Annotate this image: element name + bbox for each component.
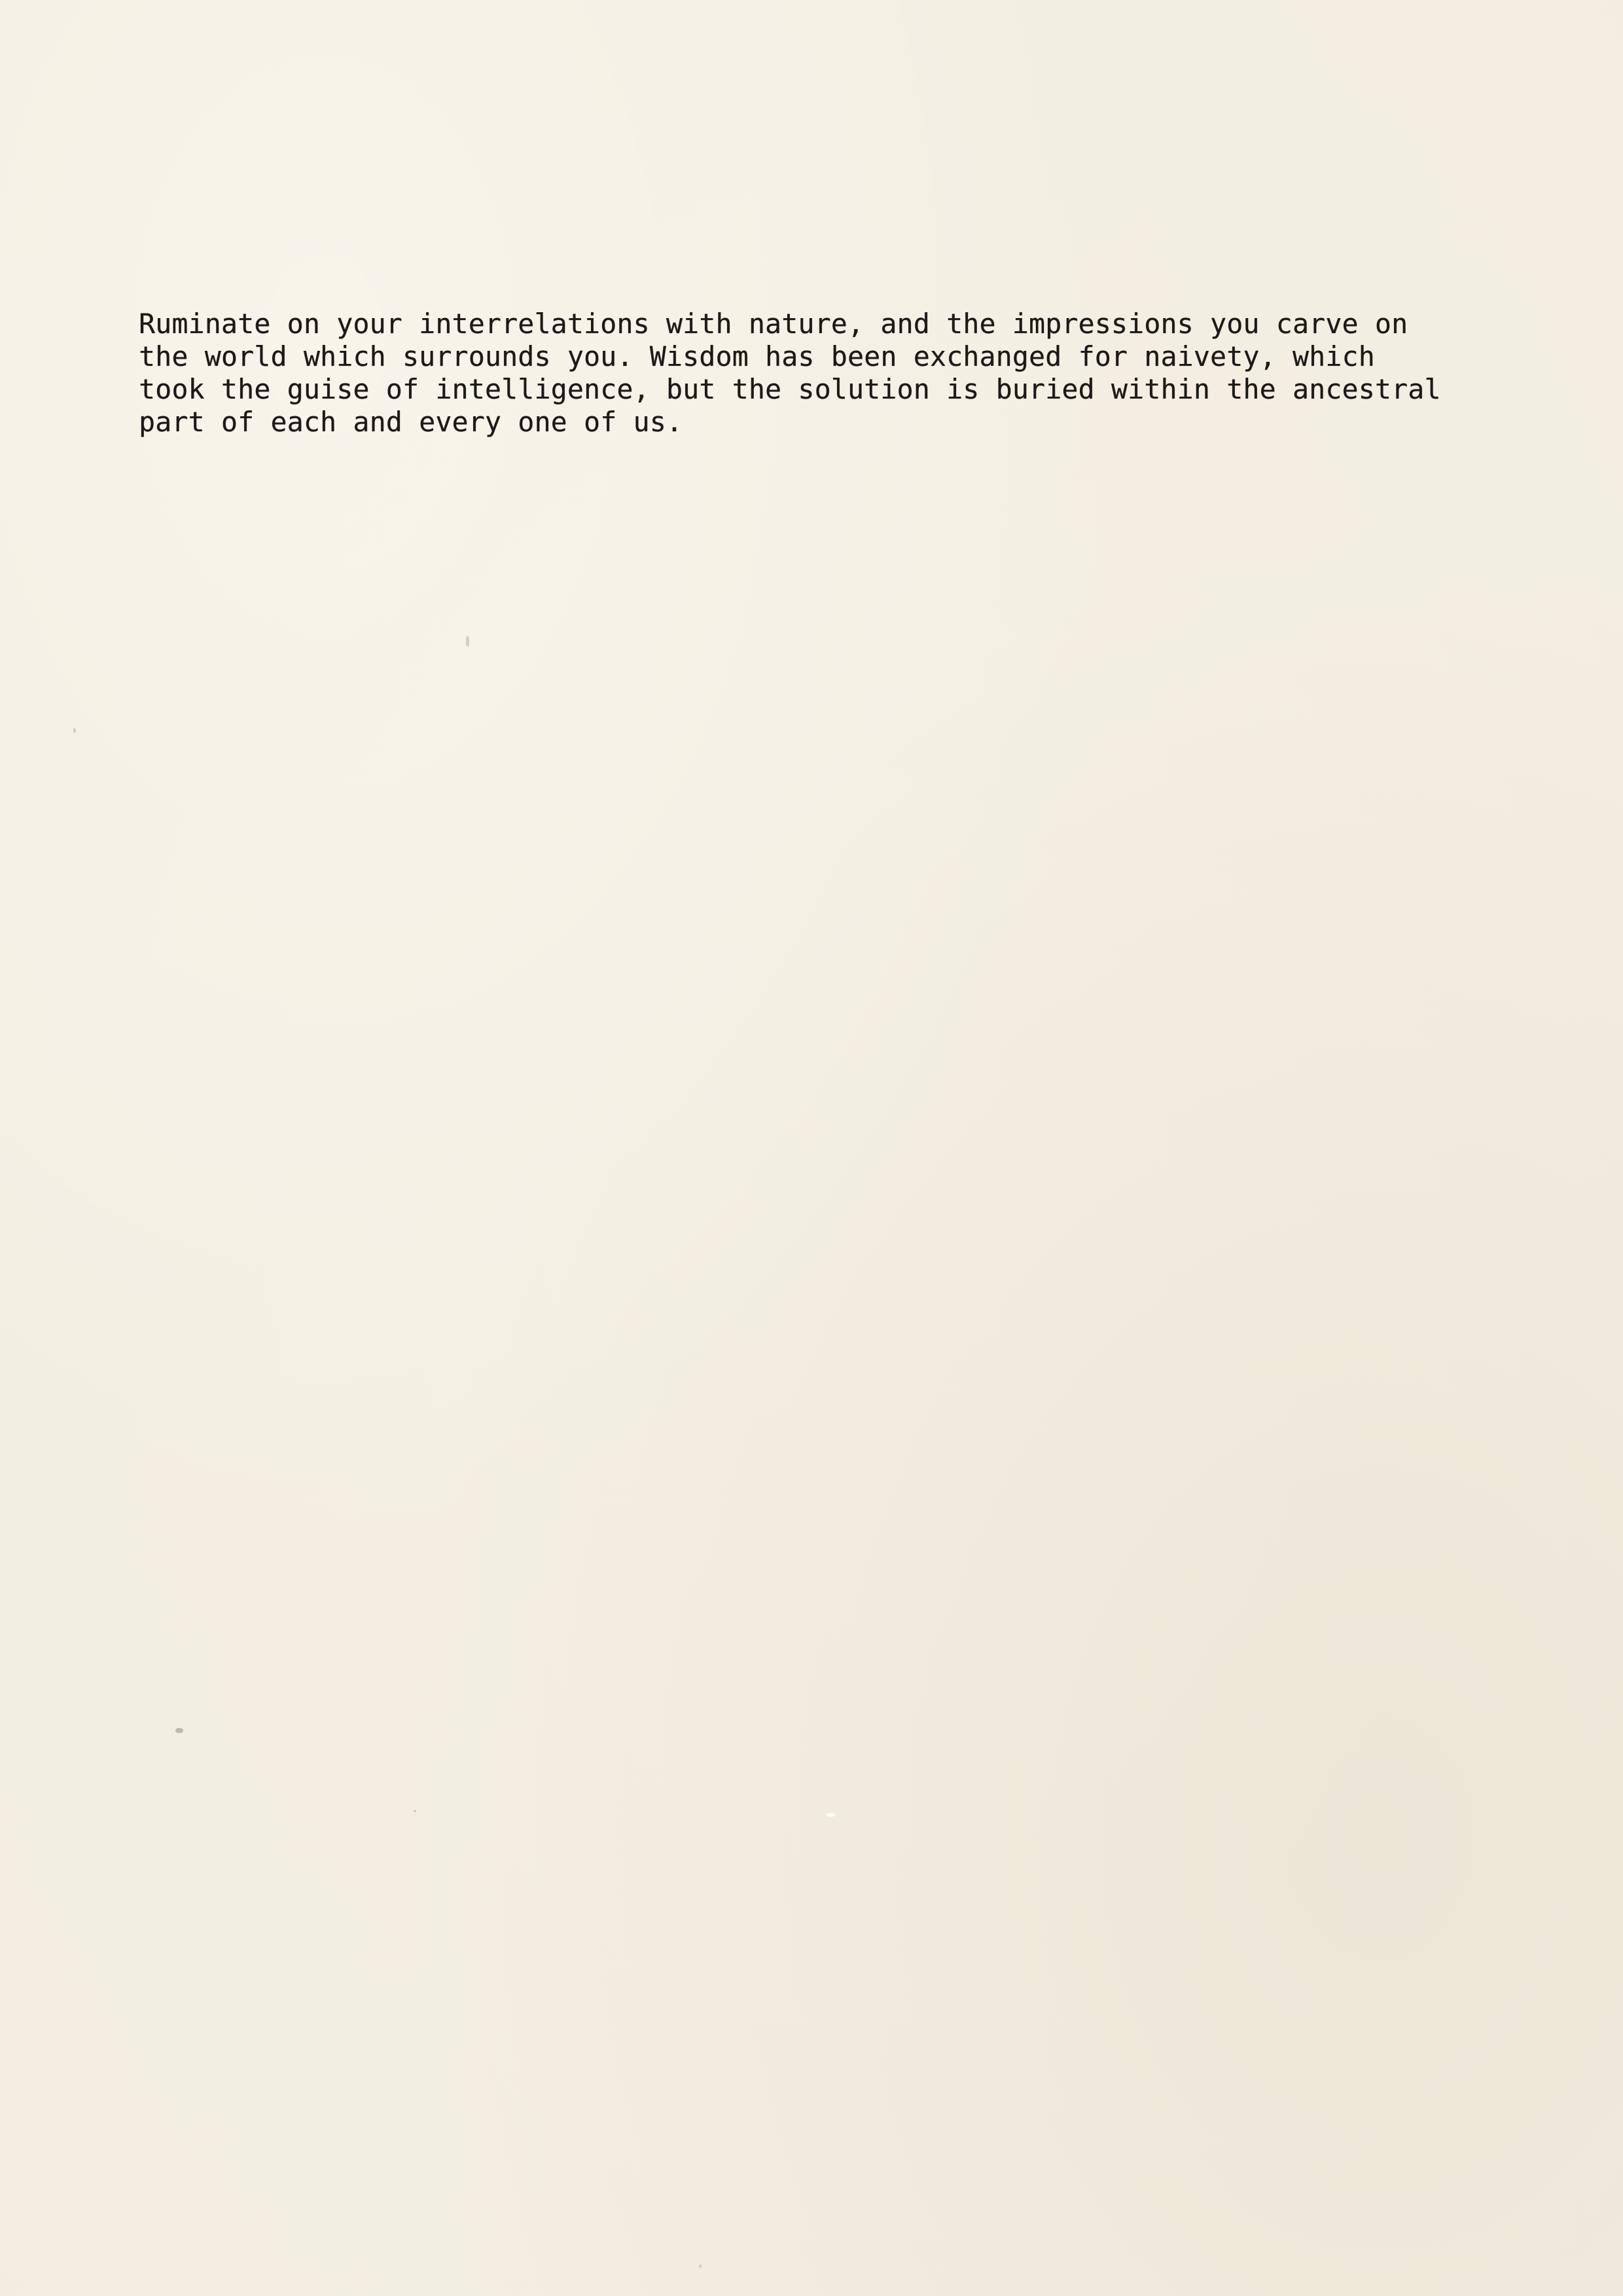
paragraph-line-3: took the guise of intelligence, but the solution is buried within the ancestral: [139, 373, 1441, 405]
paper-speck: [466, 636, 469, 647]
paper-speck: [73, 728, 76, 733]
paper-speck: [699, 2265, 702, 2268]
paper-speck: [175, 1728, 183, 1733]
paper-speck: [414, 1810, 416, 1812]
paragraph-line-2: the world which surrounds you. Wisdom has been exchanged for naivety, which: [139, 340, 1375, 372]
paragraph-line-1: Ruminate on your interrelations with nature, and the impressions you carve on: [139, 308, 1408, 340]
paragraph-line-4: part of each and every one of us.: [139, 406, 683, 438]
typed-paragraph: [139, 308, 1539, 439]
paper-speck: [826, 1813, 835, 1817]
